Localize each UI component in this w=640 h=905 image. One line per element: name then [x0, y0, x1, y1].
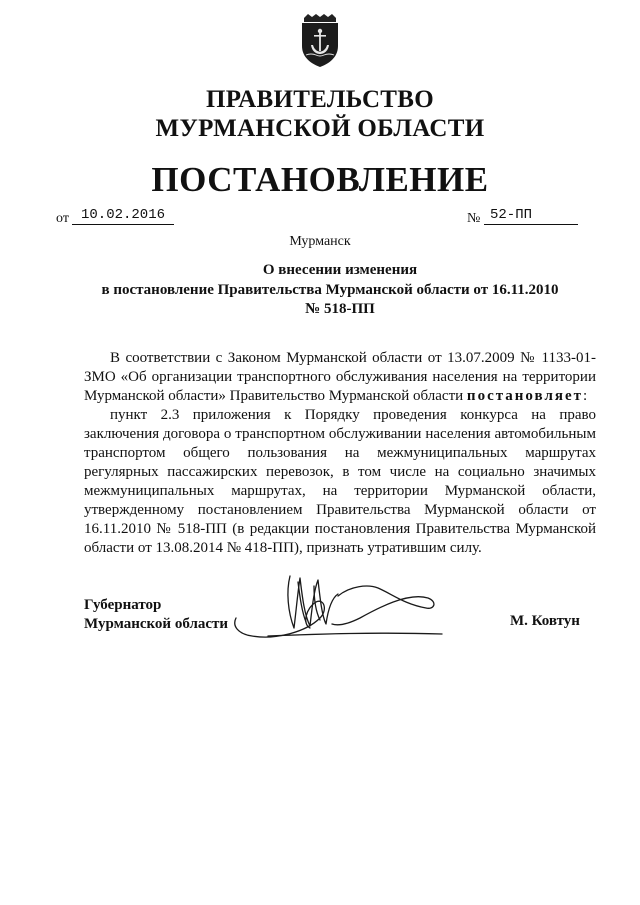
document-type: ПОСТАНОВЛЕНИЕ	[151, 160, 489, 199]
body-item: пункт 2.3 приложения к Порядку проведения конкурса на право заключения договора о транспортном обслуживании населения автомобильным транспортом общего пользования на межмуниципальных маршрутах регулярных пассажирских перевозок, в том числе на социально значимых межмуниципальных маршрутах, на территории Мурманской области, утвержденному постановлением Правительства Мурманской области от 16.11.2010 № 518-ПП (в редакции постановления Правительства Мурманской области от 13.08.2014 № 418-ПП), признать утратившим силу.	[84, 407, 596, 556]
city: Мурманск	[289, 234, 351, 249]
document-date: 10.02.2016	[72, 206, 174, 225]
body-intro-paragraph	[84, 349, 596, 406]
document-number: 52-ПП	[484, 206, 578, 225]
subject-line3: № 518-ПП	[305, 301, 375, 317]
government-title-line2: МУРМАНСКОЙ ОБЛАСТИ	[155, 115, 485, 142]
subject-line2: в постановление Правительства Мурманской области от 16.11.2010	[101, 282, 559, 298]
handwritten-signature	[228, 568, 448, 648]
decree-colon: :	[583, 388, 588, 404]
signer-title-line2: Мурманской области	[84, 616, 229, 632]
body-item-paragraph	[84, 406, 596, 558]
decree-word: постановляет	[466, 388, 584, 404]
government-title-line1: ПРАВИТЕЛЬСТВО	[206, 86, 434, 113]
coat-of-arms-icon	[298, 14, 342, 68]
subject-line1: О внесении изменения	[262, 262, 418, 278]
signer-name: М. Ковтун	[510, 613, 580, 629]
number-prefix: №	[467, 211, 481, 226]
body-intro: В соответствии с Законом Мурманской области от 13.07.2009 № 1133-01-ЗМО «Об организации транспортного обслуживания населения на территории Мурманской области» Правительство Мурманской области	[84, 350, 596, 404]
date-prefix: от	[56, 211, 69, 226]
document-body	[84, 349, 596, 558]
signer-title-line1: Губернатор	[84, 597, 162, 613]
signer-title	[84, 596, 228, 634]
